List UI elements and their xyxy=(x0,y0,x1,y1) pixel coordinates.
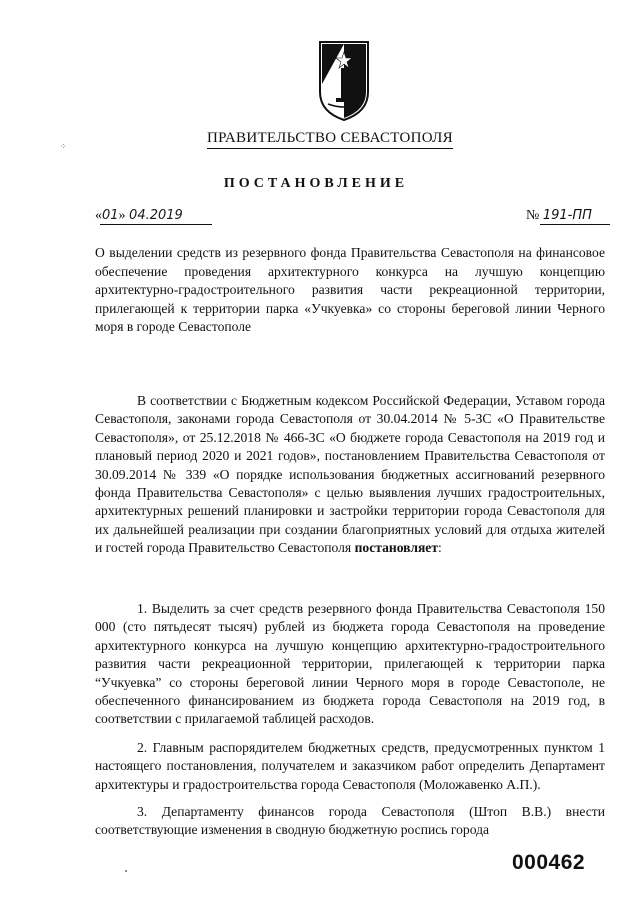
preamble-paragraph: В соответствии с Бюджетным кодексом Российской Федерации, Уставом города Севастополя, законами города Севастополя от 30.04.2014 № 5-ЗС «О Правительстве Севастополя», от 25.12.2018 № 466-ЗС «О бюджете города Севастополя на 2019 год и плановый период 2020 и 2021 годов», постановлением Правительства Севастополя от 30.09.2014 № 339 «О порядке использования бюджетных ассигнований резервного фонда Правительства Севастополя» с целью выявления лучших градостроительных, архитектурных решений планировки и застройки территории города Севастополя для их дальнейшей реализации при создании благоприятных условий для отдыха жителей и гостей города Правительство Севастополя постановляет: xyxy=(95,393,605,556)
date-underline xyxy=(100,224,212,225)
coat-of-arms-icon xyxy=(318,40,370,122)
clause-2: 2. Главным распорядителем бюджетных средств, предусмотренных пунктом 1 настоящего постановления, получателем и заказчиком работ определить Департамент архитектуры и градостроительства города Севастополя (Моложавенко А.П.). xyxy=(95,740,605,792)
government-title: ПРАВИТЕЛЬСТВО СЕВАСТОПОЛЯ xyxy=(0,130,632,149)
document-type: ПОСТАНОВЛЕНИЕ xyxy=(223,176,409,191)
clause-1: 1. Выделить за счет средств резервного фонда Правительства Севастополя 150 000 (сто пятьдесят тысяч) рублей из бюджета города Севастополя на проведение архитектурного конкурса на лучшую концепцию архитектурно-градостроительного развития части рекреационной территории, прилегающей к территории парка “Учкуевка” со стороны береговой линии Черного моря в городе Севастополе, не обеспеченного финансированием из бюджета города Севастополя на 2019 год, в соответствии с прилагаемой таблицей расходов. xyxy=(95,601,605,727)
registration-number: 000462 xyxy=(512,851,586,874)
document-date: «01» 04.2019 xyxy=(95,208,183,223)
margin-mark: ⁘ xyxy=(60,142,67,151)
clause-3: 3. Департаменту финансов города Севастополя (Штоп В.В.) внести соответствующие изменения в сводную бюджетную роспись города xyxy=(95,804,605,838)
document-subject: О выделении средств из резервного фонда Правительства Севастополя на финансовое обеспечение проведения архитектурного конкурса на лучшую концепцию архитектурно-градостроительного развития части рекреационной территории, прилегающей к территории парка «Учкуевка» со стороны береговой линии Черного моря в городе Севастополе xyxy=(95,245,605,335)
number-underline xyxy=(540,224,610,225)
page-dot xyxy=(125,870,127,872)
document-number: № 191-ПП xyxy=(526,208,592,223)
